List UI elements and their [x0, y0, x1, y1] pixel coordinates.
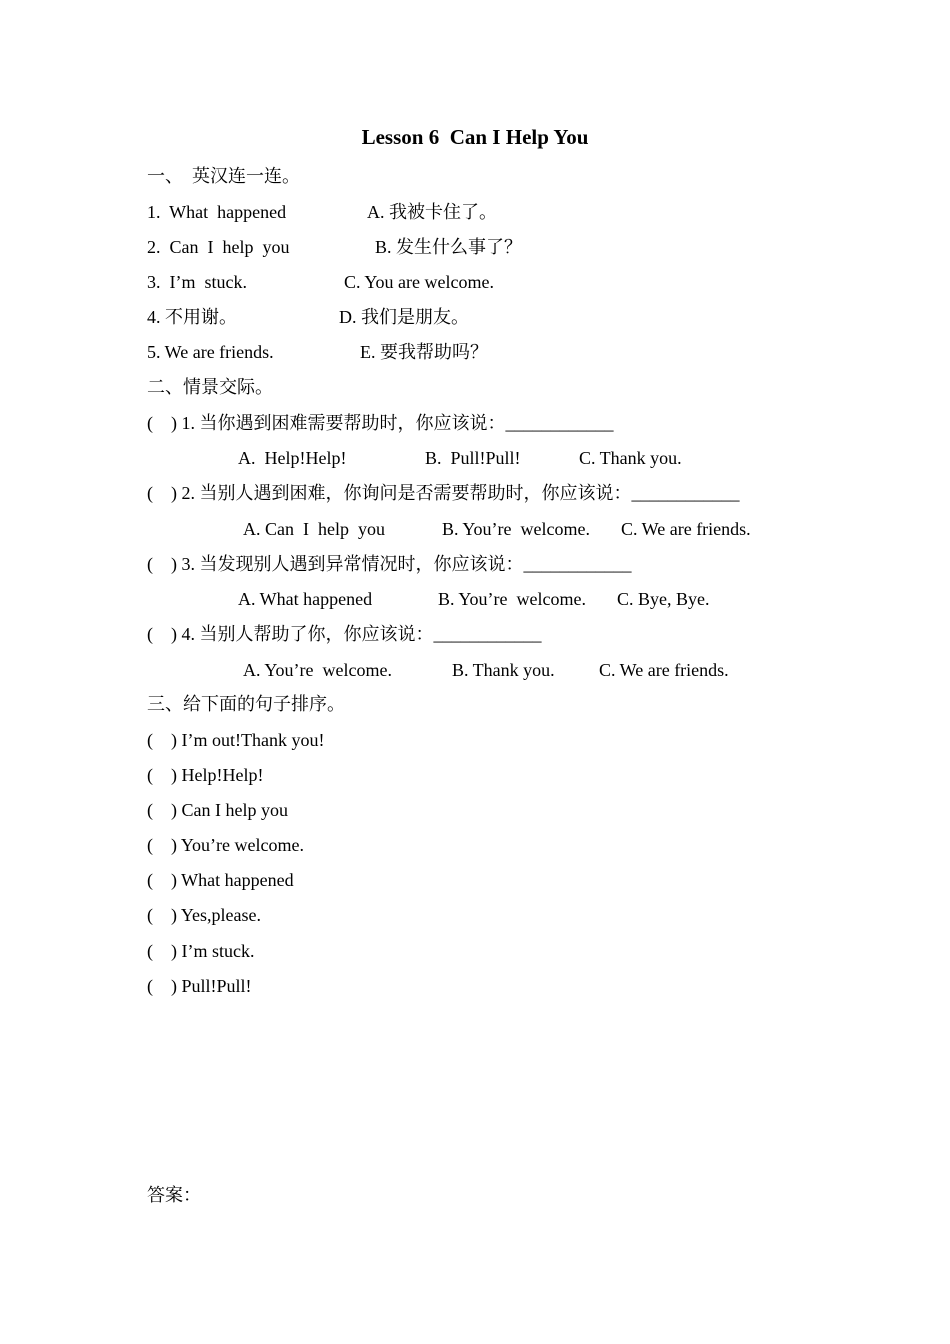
match-right-5: E. 要我帮助吗？ [360, 342, 488, 362]
order-item-5: ( ) What happened [147, 870, 294, 890]
order-item-4: ( ) You’re welcome. [147, 835, 304, 855]
section3-heading: 三、给下面的句子排序。 [147, 694, 345, 714]
question-2-option-b: B. You’re welcome. [442, 519, 590, 539]
match-right-3: C. You are welcome. [344, 272, 494, 292]
order-item-3: ( ) Can I help you [147, 800, 288, 820]
question-4-option-c: C. We are friends. [599, 660, 729, 680]
question-3-option-c: C. Bye, Bye. [617, 589, 710, 609]
question-4-option-b: B. Thank you. [452, 660, 555, 680]
match-left-5: 5. We are friends. [147, 342, 274, 362]
question-4-stem: ( ) 4. 当别人帮助了你，你应该说：____________ [147, 624, 542, 644]
question-1-option-a: A. Help!Help! [238, 448, 347, 468]
question-2-option-a: A. Can I help you [243, 519, 385, 539]
question-3-option-b: B. You’re welcome. [438, 589, 586, 609]
order-item-2: ( ) Help!Help! [147, 765, 264, 785]
question-3-option-a: A. What happened [238, 589, 373, 609]
question-1-stem: ( ) 1. 当你遇到困难需要帮助时，你应该说：____________ [147, 413, 614, 433]
section2-heading: 二、情景交际。 [147, 377, 273, 397]
question-4-option-a: A. You’re welcome. [243, 660, 392, 680]
page-title: Lesson 6 Can I Help You [361, 125, 589, 149]
answer-label: 答案： [147, 1185, 201, 1205]
question-3-stem: ( ) 3. 当发现别人遇到异常情况时，你应该说：____________ [147, 554, 632, 574]
order-item-7: ( ) I’m stuck. [147, 941, 255, 961]
match-right-1: A. 我被卡住了。 [367, 202, 497, 222]
order-item-8: ( ) Pull!Pull! [147, 976, 252, 996]
match-left-4: 4. 不用谢。 [147, 307, 237, 327]
question-1-option-c: C. Thank you. [579, 448, 682, 468]
section1-heading: 一、 英汉连一连。 [147, 166, 300, 186]
order-item-6: ( ) Yes,please. [147, 905, 261, 925]
match-right-2: B. 发生什么事了？ [375, 237, 523, 257]
match-right-4: D. 我们是朋友。 [339, 307, 469, 327]
match-left-3: 3. I’m stuck. [147, 272, 247, 292]
question-1-option-b: B. Pull!Pull! [425, 448, 521, 468]
match-left-2: 2. Can I help you [147, 237, 290, 257]
match-left-1: 1. What happened [147, 202, 287, 222]
question-2-option-c: C. We are friends. [621, 519, 751, 539]
order-item-1: ( ) I’m out!Thank you! [147, 730, 325, 750]
question-2-stem: ( ) 2. 当别人遇到困难，你询问是否需要帮助时，你应该说：____________ [147, 483, 740, 503]
